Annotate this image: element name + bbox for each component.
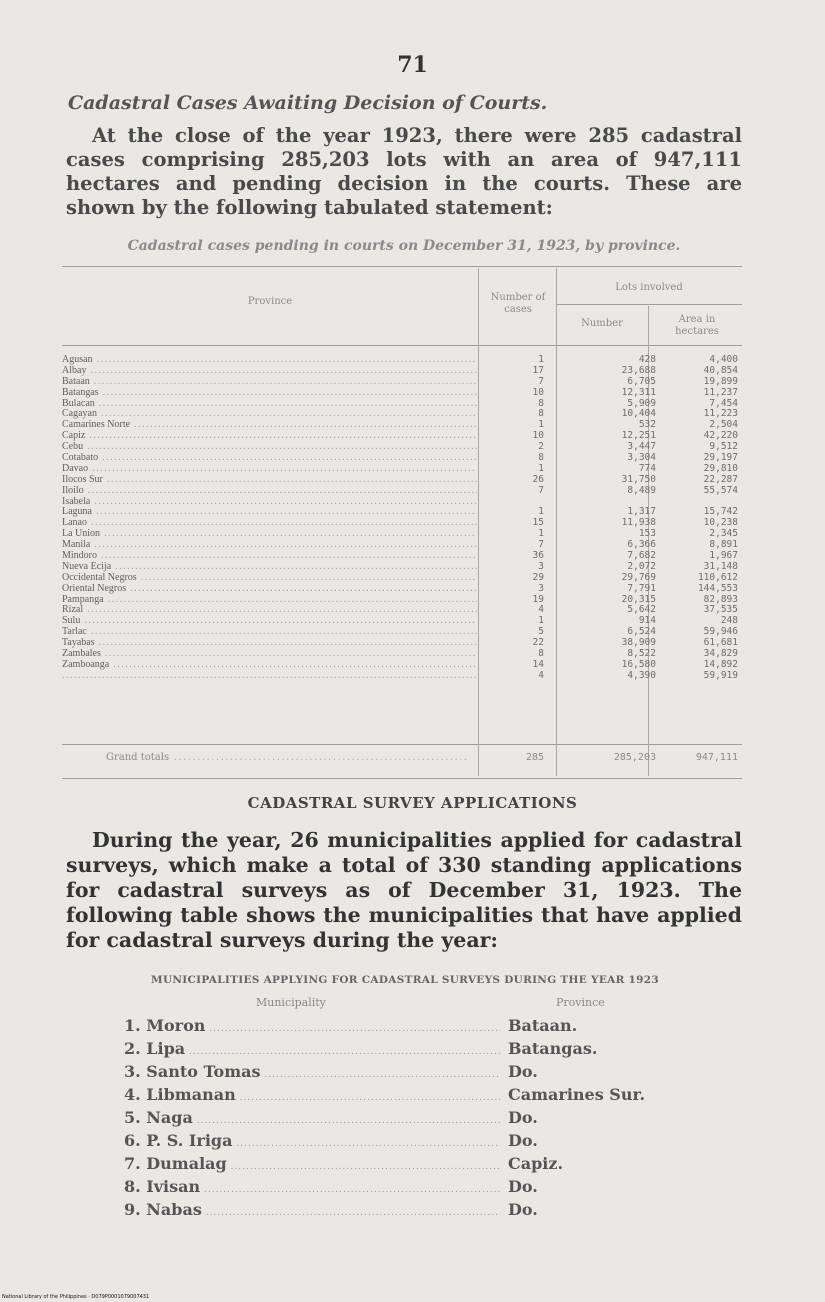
municipality-province: Camarines Sur. (508, 1085, 646, 1104)
lots-cell: 10,404 (621, 408, 656, 420)
lots-cell: 7,791 (627, 582, 656, 594)
province-cell: Laguna ..... (62, 506, 477, 517)
lots-cell: 29,769 (621, 571, 656, 583)
area-cell: 10,238 (703, 517, 738, 529)
municipality-name: 8. Ivisan ..... (124, 1177, 500, 1196)
municipality-item (124, 1062, 684, 1085)
cases-cell: 8 (538, 452, 544, 464)
province-cell: Nueva Ecija ..... (62, 561, 477, 572)
lots-cell: 7,682 (627, 550, 656, 562)
table-caption: Cadastral cases pending in courts on December 31, 1923, by province. (127, 238, 681, 254)
cases-cell: 2 (538, 441, 544, 453)
lots-cell: 5,642 (627, 604, 656, 616)
province-cell: Cotabato ..... (62, 452, 477, 463)
province-cell: Rizal ..... (62, 604, 477, 615)
table-row (62, 648, 742, 659)
lots-cell: 12,251 (621, 430, 656, 442)
area-cell: 42,220 (703, 430, 738, 442)
table-row (62, 670, 742, 681)
page-number: 71 (397, 52, 428, 78)
cases-cell: 8 (538, 397, 544, 409)
area-cell: 14,892 (703, 658, 738, 670)
lots-cell: 8,522 (627, 648, 656, 660)
lots-cell: 3,447 (627, 441, 656, 453)
cases-cell: 8 (538, 648, 544, 660)
header-area: Area in hectares (675, 314, 719, 337)
area-cell: 2,345 (709, 528, 738, 540)
cases-cell: 3 (538, 560, 544, 572)
lots-cell: 6,366 (627, 539, 656, 551)
header-province: Province (247, 296, 293, 307)
cases-cell: 1 (538, 354, 544, 365)
province-cell: Tarlac ..... (62, 626, 477, 637)
table-row (62, 463, 742, 474)
municipality-item (124, 1154, 684, 1177)
province-cell: Tayabas ..... (62, 637, 477, 648)
cases-cell: 17 (532, 364, 544, 376)
totals-cases: 285 (525, 752, 544, 763)
cases-cell: 36 (532, 550, 544, 562)
area-cell: 61,681 (703, 637, 738, 649)
area-cell: 59,946 (703, 626, 738, 638)
table-row (62, 594, 742, 605)
province-cell: Cagayan ..... (62, 408, 477, 419)
table-row (62, 387, 742, 398)
province-cell: Occidental Negros ..... (62, 572, 477, 583)
header-number: Number (581, 318, 623, 329)
municipality-name: 2. Lipa ..... (124, 1039, 500, 1058)
table-row (62, 572, 742, 583)
table-row (62, 365, 742, 376)
table-row (62, 354, 742, 365)
municipality-province: Do. (508, 1200, 538, 1219)
cases-cell: 14 (532, 658, 544, 670)
province-cell: Lanao ..... (62, 517, 477, 528)
cases-cell: 3 (538, 582, 544, 594)
area-cell: 31,148 (703, 560, 738, 572)
area-cell: 55,574 (703, 484, 738, 496)
municipality-item (124, 1108, 684, 1131)
municipality-list (124, 1016, 684, 1223)
cases-cell: 29 (532, 571, 544, 583)
table-row (62, 485, 742, 496)
province-cell: Albay ..... (62, 365, 477, 376)
lots-cell: 5,909 (627, 397, 656, 409)
municipality-item (124, 1131, 684, 1154)
cases-cell: 22 (532, 637, 544, 649)
area-cell: 7,454 (709, 397, 738, 409)
municipality-item (124, 1177, 684, 1200)
cases-cell: 19 (532, 593, 544, 605)
province-cell: Agusan ..... (62, 354, 477, 365)
table-row (62, 604, 742, 615)
cases-cell: 1 (538, 615, 544, 627)
province-cell (62, 670, 477, 681)
municipality-name: 9. Nabas ..... (124, 1200, 500, 1219)
municipality-name: 7. Dumalag ..... (124, 1154, 500, 1173)
municipality-name: 6. P. S. Iriga ..... (124, 1131, 500, 1150)
cases-cell: 26 (532, 473, 544, 485)
municipality-name: 3. Santo Tomas ..... (124, 1062, 500, 1081)
lots-cell: 914 (638, 615, 656, 627)
header-lots-involved: Lots involved (615, 282, 683, 293)
cases-cell: 7 (538, 375, 544, 387)
lots-cell: 11,938 (621, 517, 656, 529)
section-title: CADASTRAL SURVEY APPLICATIONS (247, 794, 578, 812)
province-cell: Camarines Norte ..... (62, 419, 477, 430)
lots-cell: 428 (638, 354, 656, 365)
lots-cell: 774 (638, 462, 656, 474)
municipality-province: Do. (508, 1177, 538, 1196)
lots-cell: 38,909 (621, 637, 656, 649)
totals-label: Grand totals ..... (106, 752, 466, 763)
table-row (62, 615, 742, 626)
area-cell: 144,553 (697, 582, 738, 594)
municipalities-caption: MUNICIPALITIES APPLYING FOR CADASTRAL SURVEYS DURING THE YEAR 1923 (151, 974, 659, 986)
area-cell: 2,504 (709, 419, 738, 431)
province-cell: Capiz ..... (62, 430, 477, 441)
lots-cell: 31,750 (621, 473, 656, 485)
area-cell: 8,891 (709, 539, 738, 551)
table-row (62, 561, 742, 572)
province-cell: Bataan ..... (62, 376, 477, 387)
cases-cell: 8 (538, 408, 544, 420)
table-row (62, 376, 742, 387)
table-row (62, 408, 742, 419)
municipality-name: 5. Naga ..... (124, 1108, 500, 1127)
province-cell: La Union ..... (62, 528, 477, 539)
municipality-province: Do. (508, 1062, 538, 1081)
area-cell: 29,197 (703, 452, 738, 464)
municipality-name: 1. Moron ..... (124, 1016, 500, 1035)
cases-cell: 4 (538, 604, 544, 616)
area-cell: 29,810 (703, 462, 738, 474)
province-cell: Iloilo ..... (62, 485, 477, 496)
area-cell: 40,854 (703, 364, 738, 376)
cases-cell: 1 (538, 528, 544, 540)
paragraph-applications: During the year, 26 municipalities applied for cadastral surveys, which make a total of 330 standing applications for cadastral surveys as of December 31, 1923. The following table shows the municipalities that have applied for cadastral surveys during the year: (66, 828, 742, 952)
table-row (62, 441, 742, 452)
totals-area: 947,111 (695, 752, 738, 763)
totals-top-rule (62, 744, 742, 745)
area-cell: 4,400 (709, 354, 738, 365)
area-cell: 19,899 (703, 375, 738, 387)
cases-cell: 5 (538, 626, 544, 638)
cases-cell: 15 (532, 517, 544, 529)
cases-cell: 10 (532, 430, 544, 442)
municipality-province: Bataan. (508, 1016, 578, 1035)
table-row (62, 398, 742, 409)
lots-cell: 23,688 (621, 364, 656, 376)
province-cell: Zambales ..... (62, 648, 477, 659)
province-cell: Mindoro ..... (62, 550, 477, 561)
cases-cell: 1 (538, 419, 544, 431)
area-cell: 248 (720, 615, 738, 627)
lots-cell: 1,317 (627, 506, 656, 518)
area-cell: 1,967 (709, 550, 738, 562)
area-cell: 22,287 (703, 473, 738, 485)
province-cell: Cebu ..... (62, 441, 477, 452)
province-cell: Zamboanga ..... (62, 659, 477, 670)
cases-cell: 1 (538, 506, 544, 518)
lots-cell: 3,304 (627, 452, 656, 464)
area-cell: 37,535 (703, 604, 738, 616)
area-cell: 82,893 (703, 593, 738, 605)
lots-cell: 153 (638, 528, 656, 540)
table-row (62, 419, 742, 430)
table-row (62, 496, 742, 507)
area-cell: 59,919 (703, 669, 738, 681)
province-cell: Pampanga ..... (62, 594, 477, 605)
municipality-province: Capiz. (508, 1154, 564, 1173)
table-row (62, 539, 742, 550)
province-cell: Isabela ..... (62, 496, 477, 507)
footer-credit: National Library of the Philippines · D079P0001079007431 (2, 1294, 150, 1300)
lots-header-rule (556, 304, 742, 305)
paragraph-intro: At the close of the year 1923, there were 285 cadastral cases comprising 285,203 lots with an area of 947,111 hectares and pending decision in the courts. These are shown by the following tabulated statement: (66, 124, 742, 219)
lots-cell: 6,705 (627, 375, 656, 387)
municipality-name: 4. Libmanan ..... (124, 1085, 500, 1104)
municipality-item (124, 1039, 684, 1062)
table-row (62, 517, 742, 528)
section-heading: Cadastral Cases Awaiting Decision of Courts. (68, 92, 548, 114)
lots-cell: 2,072 (627, 560, 656, 572)
municipality-header: Municipality (256, 996, 326, 1009)
table-row (62, 550, 742, 561)
province-cell: Oriental Negros ..... (62, 583, 477, 594)
province-cell: Davao ..... (62, 463, 477, 474)
province-cell: Batangas ..... (62, 387, 477, 398)
table-row (62, 637, 742, 648)
cases-cell: 4 (538, 669, 544, 681)
lots-cell: 20,315 (621, 593, 656, 605)
municipality-item (124, 1200, 684, 1223)
area-cell: 110,612 (697, 571, 738, 583)
cases-cell: 7 (538, 539, 544, 551)
table-row (62, 528, 742, 539)
area-cell: 9,512 (709, 441, 738, 453)
lots-cell: 532 (638, 419, 656, 431)
province-cell: Bulacan ..... (62, 398, 477, 409)
municipality-province: Do. (508, 1108, 538, 1127)
header-cases: Number of cases (490, 292, 546, 315)
table-row (62, 659, 742, 670)
cases-cell: 10 (532, 386, 544, 398)
totals-lots: 285,203 (613, 752, 656, 763)
municipality-item (124, 1085, 684, 1108)
area-cell: 15,742 (703, 506, 738, 518)
province-cell: Sulu ..... (62, 615, 477, 626)
cases-cell: 7 (538, 484, 544, 496)
table-row (62, 474, 742, 485)
lots-cell: 8,489 (627, 484, 656, 496)
table-row (62, 583, 742, 594)
table-row (62, 506, 742, 517)
lots-cell: 4,390 (627, 669, 656, 681)
province-cell: Manila ..... (62, 539, 477, 550)
area-cell: 11,237 (703, 386, 738, 398)
area-cell: 11,223 (703, 408, 738, 420)
table-row (62, 626, 742, 637)
header-bottom-rule (62, 345, 742, 346)
province-header: Province (556, 996, 605, 1009)
table-bottom-rule (62, 778, 742, 779)
lots-cell: 16,580 (621, 658, 656, 670)
table-body (62, 354, 742, 681)
lots-cell: 6,524 (627, 626, 656, 638)
table-top-rule (62, 266, 742, 267)
municipality-item (124, 1016, 684, 1039)
municipality-province: Batangas. (508, 1039, 598, 1058)
province-cell: Ilocos Sur ..... (62, 474, 477, 485)
table-row (62, 430, 742, 441)
area-cell: 34,829 (703, 648, 738, 660)
totals-row (62, 752, 742, 766)
table-row (62, 452, 742, 463)
cases-cell: 1 (538, 462, 544, 474)
lots-cell: 12,311 (621, 386, 656, 398)
municipality-province: Do. (508, 1131, 538, 1150)
